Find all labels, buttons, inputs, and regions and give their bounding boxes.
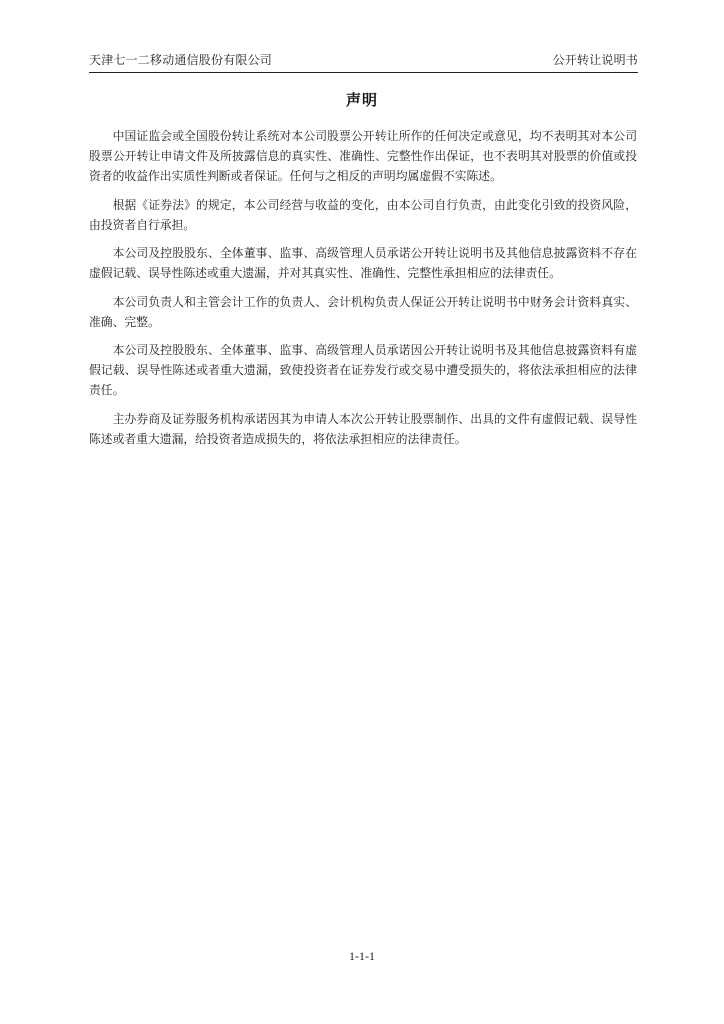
paragraph-regulator-disclaimer: 中国证监会或全国股份转让系统对本公司股票公开转让所作的任何决定或意见，均不表明其对本公司股票公开转让申请文件及所披露信息的真实性、准确性、完整性作出保证，也不表明其对股票的价值或投资者的收益作出实质性判断或者保证。任何与之相反的声明均属虚假不实陈述。 bbox=[89, 129, 637, 183]
paragraph-management-commitment: 本公司及控股股东、全体董事、监事、高级管理人员承诺公开转让说明书及其他信息披露资料不存在虚假记载、误导性陈述或重大遗漏，并对其真实性、准确性、完整性承担相应的法律责任。 bbox=[89, 246, 637, 280]
paragraph-liability-commitment: 本公司及控股股东、全体董事、监事、高级管理人员承诺因公开转让说明书及其他信息披露资料有虚假记载、误导性陈述或者重大遗漏，致使投资者在证券发行或交易中遭受损失的，将依法承担相应的法律责任。 bbox=[89, 343, 637, 397]
declaration-body bbox=[89, 126, 637, 457]
header-company-name: 天津七一二移动通信股份有限公司 bbox=[89, 53, 273, 67]
page-header bbox=[89, 50, 638, 73]
paragraph-investment-risk: 根据《证券法》的规定，本公司经营与收益的变化，由本公司自行负责，由此变化引致的投资风险，由投资者自行承担。 bbox=[89, 197, 637, 232]
header-document-type: 公开转让说明书 bbox=[552, 53, 638, 67]
paragraph-broker-commitment: 主办券商及证券服务机构承诺因其为申请人本次公开转让股票制作、出具的文件有虚假记载、误导性陈述或者重大遗漏，给投资者造成损失的，将依法承担相应的法律责任。 bbox=[89, 411, 637, 446]
paragraph-financial-guarantee: 本公司负责人和主管会计工作的负责人、会计机构负责人保证公开转让说明书中财务会计资料真实、准确、完整。 bbox=[89, 294, 637, 329]
page-title: 声明 bbox=[345, 91, 378, 109]
page-number: 1-1-1 bbox=[349, 949, 375, 963]
